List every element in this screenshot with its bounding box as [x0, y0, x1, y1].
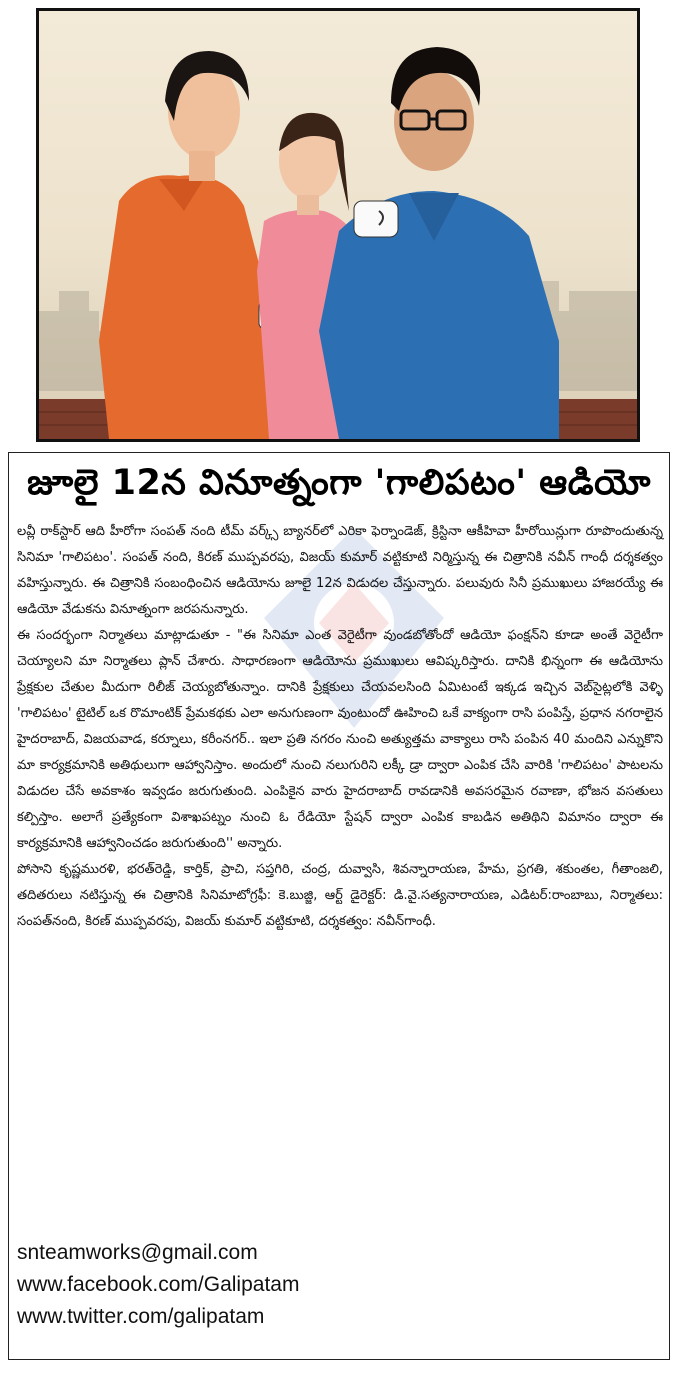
- article-headline: జూలై 12న వినూత్నంగా 'గాలిపటం' ఆడియో: [27, 463, 651, 503]
- article-panel: [8, 452, 670, 1360]
- article-paragraph: ఈ సందర్భంగా నిర్మాతలు మాట్లాడుతూ - "ఈ సినిమా ఎంత వెరైటీగా వుండబోతోందో ఆడియో ఫంక్షన్‌ని కూడా అంతే వెరైటీగా చెయ్యాలని మా నిర్మాతలు ప్లాన్ చేశారు. సాధారణంగా ఆడియోను ప్రముఖులు ఆవిష్కరిస్తారు. దానికి భిన్నంగా ఈ ఆడియోను ప్రేక్షకుల చేతుల మీదుగా రిలీజ్ చెయ్యబోతున్నాం. దానికి ప్రేక్షకులు చేయవలసింది ఏమిటంటే ఇక్కడ ఇచ్చిన వెబ్‌సైట్లలోకి వెళ్ళి 'గాలిపటం' టైటిల్ ఒక రొమాంటిక్ ప్రేమకథకు ఎలా అనుగుణంగా వుంటుందో ఊహించి ఒకే వాక్యంగా రాసి పంపిస్తే, ప్రధాన నగరాలైన హైదరాబాద్, విజయవాడ, కర్నూలు, కరీంనగర్.. ఇలా ప్రతి నగరం నుంచి అత్యుత్తమ వాక్యాలు రాసి పంపిన 40 మందిని ఎన్నుకొని మా కార్యక్రమానికి అతిథులుగా ఆహ్వానిస్తాం. అందులో నుంచి నలుగురిని లక్కీ డ్రా ద్వారా ఎంపిక చేసి వారికి 'గాలిపటం' పాటలను విడుదల చేసే అవకాశం ఇవ్వడం జరుగుతుంది. ఎంపికైన వారు హైదరాబాద్ రావడానికి అవసరమైన రవాణా, భోజన వసతులు కల్పిస్తాం. అలాగే ప్రత్యేకంగా విశాఖపట్నం నుంచి ఓ రేడియో స్టేషన్ ద్వారా ఎంపిక కాబడిన అతిథిని విమానం ద్వారా ఈ కార్యక్రమానికి ఆహ్వానించడం జరుగుతుంది'' అన్నారు.: [17, 628, 663, 851]
- movie-stars-photo: [36, 8, 640, 442]
- article-body: [17, 519, 663, 935]
- contact-links: [17, 1237, 299, 1333]
- contact-facebook[interactable]: www.facebook.com/Galipatam: [17, 1273, 300, 1296]
- contact-email[interactable]: snteamworks@gmail.com: [17, 1241, 258, 1264]
- article-paragraph: లవ్లీ రాక్‌స్టార్ ఆది హీరోగా సంపత్ నంది టీమ్ వర్క్స్ బ్యానర్‌లో ఎరికా ఫెర్నాండెజ్, క్రిస్టినా ఆకీహివా హీరోయిన్లుగా రూపొందుతున్న సినిమా 'గాలిపటం'. సంపత్ నంది, కిరణ్ ముప్పవరపు, విజయ్ కుమార్ వట్టికూటి నిర్మిస్తున్న ఈ చిత్రానికి నవీన్ గాంధీ దర్శకత్వం వహిస్తున్నారు. ఈ చిత్రానికి సంబంధించిన ఆడియోను జూలై 12న విడుదల చేస్తున్నారు. పలువురు సినీ ప్రముఖులు హాజరయ్యే ఈ ఆడియో వేడుకను వినూత్నంగా జరపనున్నారు.: [17, 524, 663, 617]
- article-paragraph: పోసాని కృష్ణమురళి, భరత్‌రెడ్డి, కార్తిక్, ప్రాచి, సప్తగిరి, చంద్ర, దువ్వాసి, శివన్నారాయణ, హేమ, ప్రగతి, శకుంతల, గీతాంజలి, తదితరులు నటిస్తున్న ఈ చిత్రానికి సినిమాటోగ్రఫీ: కె.బుజ్జి, ఆర్ట్ డైరెక్టర్: డి.వై.సత్యనారాయణ, ఎడిటర్:రాంబాబు, నిర్మాతలు: సంపత్‌నంది, కిరణ్ ముప్పవరపు, విజయ్ కుమార్ వట్టికూటి, దర్శకత్వం: నవీన్‌గాంధీ.: [17, 862, 663, 929]
- photo-illustration: [39, 11, 637, 439]
- contact-twitter[interactable]: www.twitter.com/galipatam: [17, 1305, 265, 1328]
